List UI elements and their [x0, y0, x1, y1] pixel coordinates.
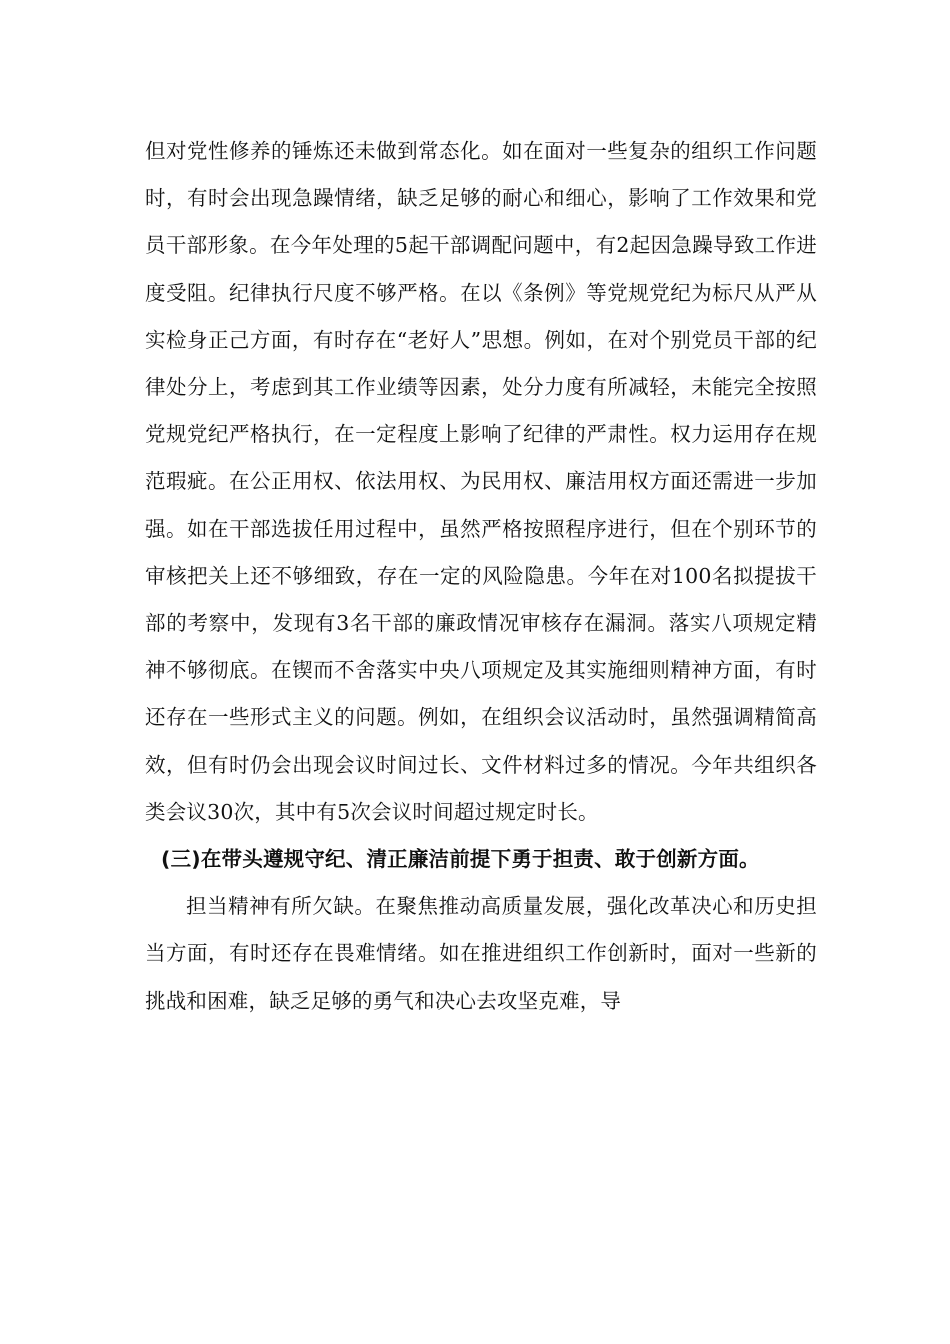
body-paragraph-continued: 但对党性修养的锤炼还未做到常态化。如在面对一些复杂的组织工作问题时，有时会出现急躁情绪，缺乏足够的耐心和细心，影响了工作效果和党员干部形象。在今年处理的5起干部调配问题中，有2起因急躁导致工作进度受阻。纪律执行尺度不够严格。在以《条例》等党规党纪为标尺从严从实检身正己方面，有时存在“老好人”思想。例如，在对个别党员干部的纪律处分上，考虑到其工作业绩等因素，处分力度有所减轻，未能完全按照党规党纪严格执行，在一定程度上影响了纪律的严肃性。权力运用存在规范瑕疵。在公正用权、依法用权、为民用权、廉洁用权方面还需进一步加强。如在干部选拔任用过程中，虽然严格按照程序进行，但在个别环节的审核把关上还不够细致，存在一定的风险隐患。今年在对100名拟提拔干部的考察中，发现有3名干部的廉政情况审核存在漏洞。落实八项规定精神不够彻底。在锲而不舍落实中央八项规定及其实施细则精神方面，有时还存在一些形式主义的问题。例如，在组织会议活动时，虽然强调精简高效，但有时仍会出现会议时间过长、文件材料过多的情况。今年共组织各类会议30次，其中有5次会议时间超过规定时长。: [145, 139, 817, 824]
document-body: [145, 128, 817, 1025]
section-heading-3: (三)在带头遵规守纪、清正廉洁前提下勇于担责、敢于创新方面。: [161, 847, 760, 872]
body-paragraph-responsibility: 担当精神有所欠缺。在聚焦推动高质量发展，强化改革决心和历史担当方面，有时还存在畏难情绪。如在推进组织工作创新时，面对一些新的挑战和困难，缺乏足够的勇气和决心去攻坚克难，导: [145, 894, 817, 1013]
